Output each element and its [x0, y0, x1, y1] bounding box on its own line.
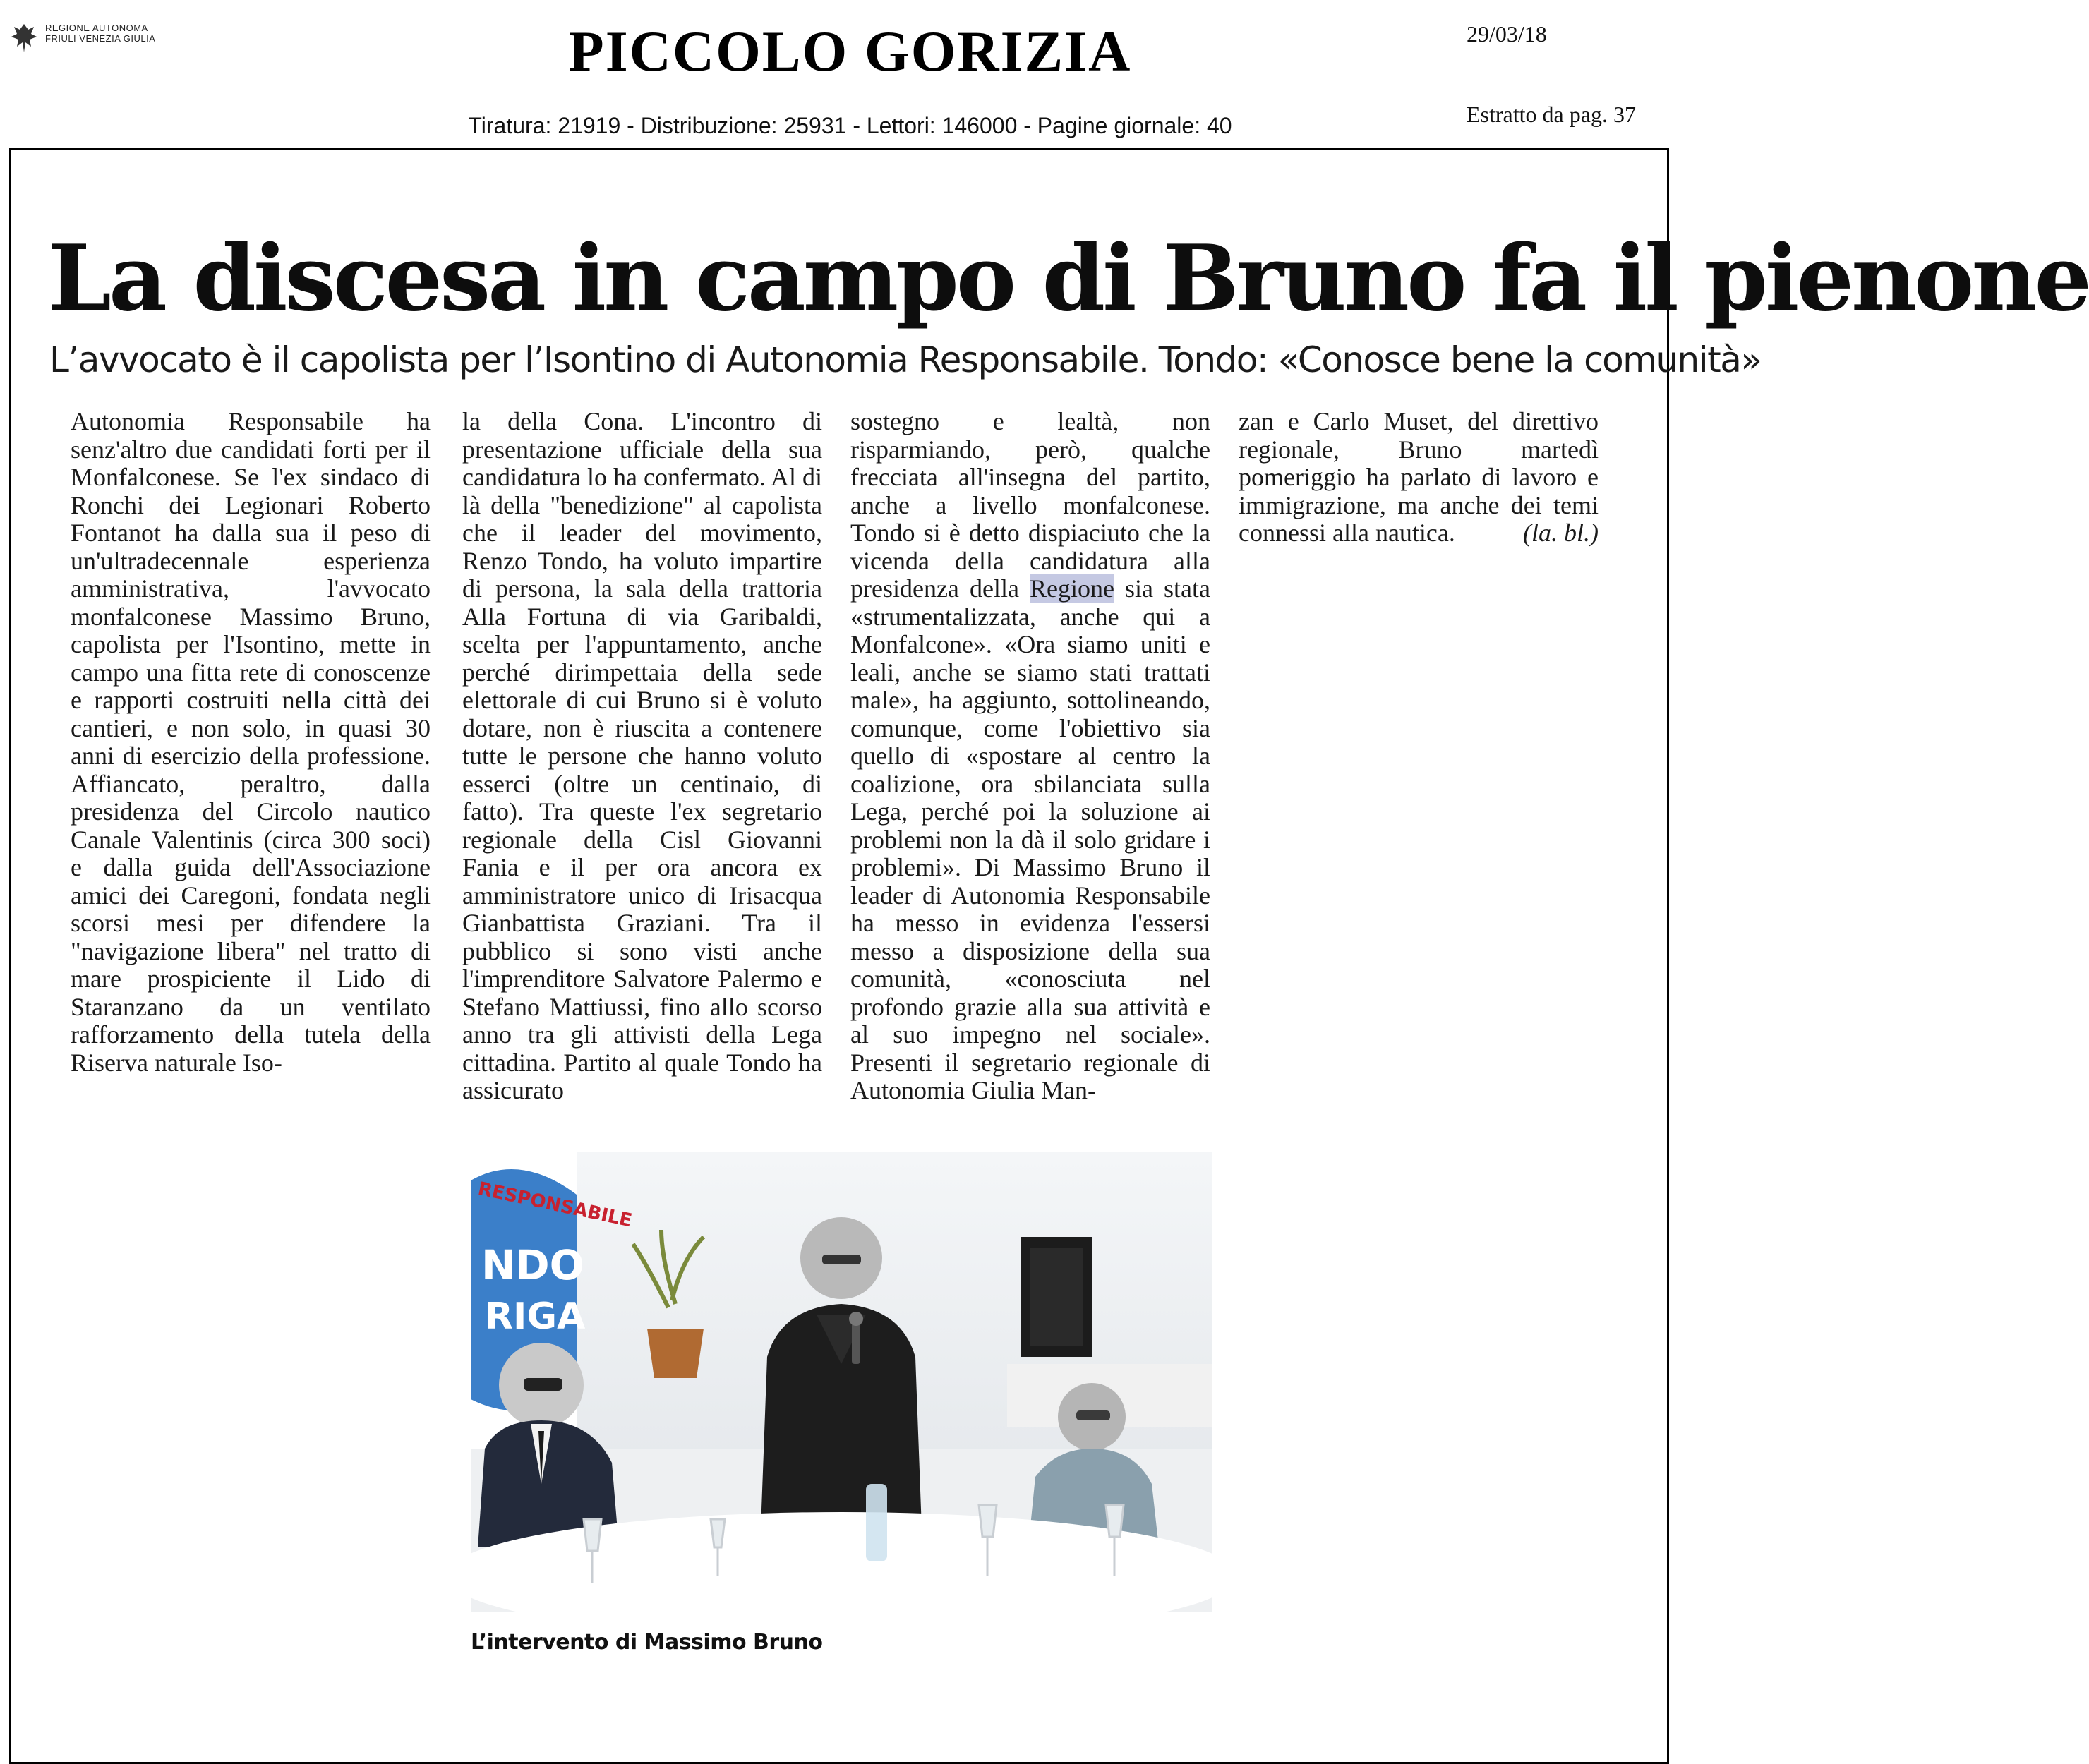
event-photo-illustration	[471, 1152, 1212, 1612]
article-headline: La discesa in campo di Bruno fa il pienone	[48, 226, 2089, 332]
photo-caption: L’intervento di Massimo Bruno	[471, 1630, 823, 1655]
circulation-stats: Tiratura: 21919 - Distribuzione: 25931 - Lettori: 146000 - Pagine giornale: 40	[468, 113, 1232, 138]
article-subhead: L’avvocato è il capolista per l’Isontino di Autonomia Responsabile. Tondo: «Conosce bene la comunità»	[49, 339, 1762, 380]
article-column-4	[1239, 408, 1599, 548]
banner-text-mid: NDO	[481, 1241, 584, 1289]
banner-text-low: RIGA	[485, 1295, 586, 1338]
article-column-3	[850, 408, 1210, 1105]
column-2-text: la della Cona. L'incontro di presentazione ufficiale della sua candidatura lo ha confermato. Al di là della "benedizione" al capolista che il leader del movimento, Renzo Tondo, ha voluto impartire di persona, la sala della trattoria Alla Fortuna di via Garibaldi, scelta per l'appuntamento, anche perché dirimpettaia della sede elettorale di cui Bruno si è voluto dotare, non è riuscita a contenere tutte le persone che hanno voluto esserci (oltre un centinaio, di fatto). Tra queste l'ex segretario regionale della Cisl Giovanni Fania e il per ora ancora ex amministratore unico di Irisacqua Gianbattista Graziani. Tra il pubblico si sono visti anche l'imprenditore Salvatore Palermo e Stefano Mattiussi, fino allo scorso anno tra gli attivisti della Lega cittadina. Partito al quale Tondo ha assicurato	[462, 407, 822, 1104]
column-3-text	[850, 408, 1210, 1105]
column-3-part-b: sia stata «strumentalizzata, anche qui a Monfalcone». «Ora siamo uniti e leali, anche se siamo stati trattati male», ha aggiunto, sottolineando, comunque, come l'obiettivo sia quello di «spostare al centro la coalizione, ora sbilanciata sulla Lega, perché poi la soluzione ai problemi non la dà il solo gridare i problemi». Di Massimo Bruno il leader di Autonomia Responsabile ha messo in evidenza l'essersi messo a disposizione della sua comunità, «conosciuta nel profondo grazie alla sua attività e al suo impegno nel sociale». Presenti il segretario regionale di Autonomia Giulia Man-	[850, 574, 1210, 1104]
column-1-text: Autonomia Responsabile ha senz'altro due candidati forti per il Monfalconese. Se l'ex sindaco di Ronchi dei Legionari Roberto Fontanot ha dalla sua il peso di un'ultradecennale esperienza amministrativa, l'avvocato monfalconese Massimo Bruno, capolista per l'Isontino, mette in campo una fitta rete di conoscenze e rapporti costruiti nella città dei cantieri, e non solo, in quasi 30 anni di esercizio della professione. Affiancato, peraltro, dalla presidenza del Circolo nautico Canale Valentinis (circa 300 soci) e dalla guida dell'Associazione amici dei Caregoni, fondata negli scorsi mesi per difendere la "navigazione libera" nel tratto di mare prospiciente il Lido di Staranzano da un ventilato rafforzamento della tutela della Riserva naturale Iso-	[71, 407, 431, 1077]
page-extract: Estratto da pag. 37	[1467, 102, 1636, 127]
column-4-body: zan e Carlo Muset, del direttivo regionale, Bruno martedì pomeriggio ha parlato di lavoro e immigrazione, ma anche dei temi connessi alla nautica.	[1239, 407, 1599, 547]
author-signature: (la. bl.)	[1523, 519, 1599, 547]
column-3-part-a: sostegno e lealtà, non risparmiando, però, qualche frecciata all'insegna del partito, anche a livello monfalconese. Tondo si è detto dispiaciuto che la vicenda della candidatura alla presidenza della	[850, 407, 1210, 603]
logo-line-1: REGIONE AUTONOMA	[45, 23, 148, 33]
banner-text-top: RESPONSABILE	[476, 1178, 634, 1232]
logo-line-2: FRIULI VENEZIA GIULIA	[45, 33, 156, 44]
issue-date: 29/03/18	[1467, 21, 1547, 47]
highlighted-term: Regione	[1029, 574, 1114, 603]
article-column-1	[71, 408, 431, 1077]
column-4-text	[1239, 408, 1599, 548]
newspaper-masthead: PICCOLO GORIZIA	[568, 19, 1132, 83]
article-column-2	[462, 408, 822, 1105]
article-photo	[471, 1152, 1212, 1612]
